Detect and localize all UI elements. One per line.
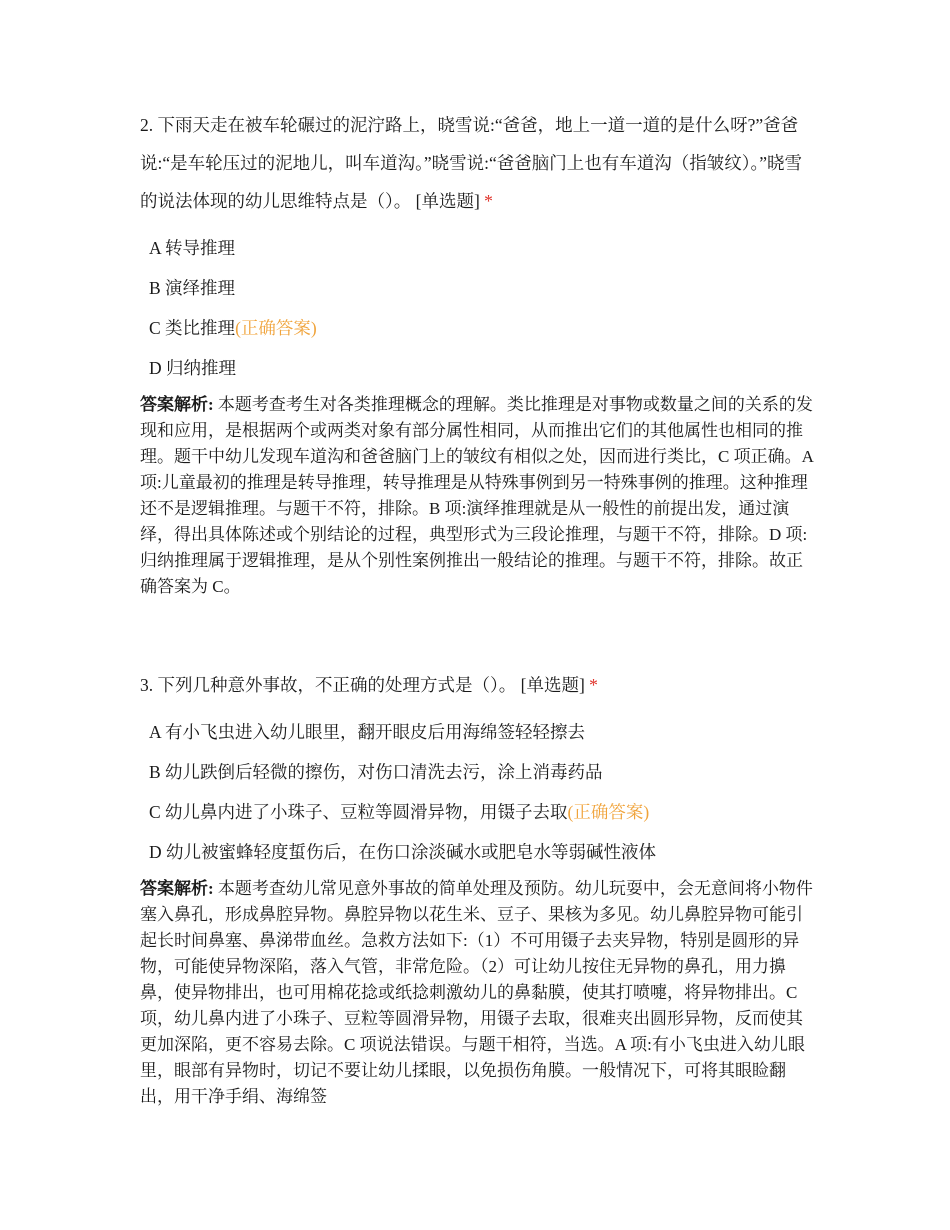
option-text: B 演绎推理 bbox=[149, 278, 236, 298]
question-3 bbox=[140, 666, 815, 1110]
option-a[interactable] bbox=[140, 712, 815, 752]
analysis-text: 本题考查考生对各类推理概念的理解。类比推理是对事物或数量之间的关系的发现和应用，是根据两个或两类对象有部分属性相同，从而推出它们的其他属性也相同的推理。题干中幼儿发现车道沟和爸爸脑门上的皱纹有相似之处，因而进行类比，C 项正确。A 项:儿童最初的推理是转导推理，转导推理是从特殊事例到另一特殊事例的推理。这种推理还不是逻辑推理。与题干不符，排除。B 项:演绎推理就是从一般性的前提出发，通过演绎，得出具体陈述或个别结论的过程，典型形式为三段论推理，与题干不符，排除。D 项:归纳推理属于逻辑推理，是从个别性案例推出一般结论的推理。与题干不符，排除。故正确答案为 C。 bbox=[140, 395, 813, 596]
question-stem-text: 2. 下雨天走在被车轮碾过的泥泞路上，晓雪说:“爸爸，地上一道一道的是什么呀?”爸爸说:“是车轮压过的泥地儿，叫车道沟。”晓雪说:“爸爸脑门上也有车道沟（指皱纹）。”晓雪的说法体现的幼儿思维特点是（）。 bbox=[140, 115, 803, 211]
question-stem bbox=[140, 106, 815, 220]
option-b[interactable] bbox=[140, 268, 815, 308]
option-text: C 幼儿鼻内进了小珠子、豆粒等圆滑异物，用镊子去取 bbox=[149, 802, 568, 822]
question-type-tag: [单选题] bbox=[520, 675, 585, 695]
question-type-tag: [单选题] bbox=[415, 191, 480, 211]
correct-answer-tag: (正确答案) bbox=[567, 802, 650, 822]
correct-answer-tag: (正确答案) bbox=[235, 318, 317, 338]
option-text: D 幼儿被蜜蜂轻度蜇伤后，在伤口涂淡碱水或肥皂水等弱碱性液体 bbox=[149, 842, 657, 862]
option-text: B 幼儿跌倒后轻微的擦伤，对伤口清洗去污，涂上消毒药品 bbox=[149, 762, 603, 782]
analysis-label: 答案解析: bbox=[140, 395, 214, 414]
analysis-label: 答案解析: bbox=[140, 879, 214, 898]
analysis-text: 本题考查幼儿常见意外事故的简单处理及预防。幼儿玩耍中，会无意间将小物件塞入鼻孔，形成鼻腔异物。鼻腔异物以花生米、豆子、果核为多见。幼儿鼻腔异物可能引起长时间鼻塞、鼻涕带血丝。急救方法如下:（1）不可用镊子去夹异物，特别是圆形的异物，可能使异物深陷，落入气管，非常危险。（2）可让幼儿按住无异物的鼻孔，用力擤鼻，使异物排出，也可用棉花捻或纸捻刺激幼儿的鼻黏膜，使其打喷嚏，将异物排出。C 项，幼儿鼻内进了小珠子、豆粒等圆滑异物，用镊子去取，很难夹出圆形异物，反而使其更加深陷，更不容易去除。C 项说法错误。与题干相符，当选。A 项:有小飞虫进入幼儿眼里，眼部有异物时，切记不要让幼儿揉眼，以免损伤角膜。一般情况下，可将其眼睑翻出，用干净手绢、海绵签 bbox=[140, 879, 813, 1106]
option-b[interactable] bbox=[140, 752, 815, 792]
option-text: C 类比推理 bbox=[149, 318, 236, 338]
option-list bbox=[140, 712, 815, 872]
option-d[interactable] bbox=[140, 832, 815, 872]
option-c[interactable] bbox=[140, 792, 815, 832]
option-text: D 归纳推理 bbox=[149, 358, 237, 378]
question-stem-text: 3. 下列几种意外事故，不正确的处理方式是（）。 bbox=[140, 675, 517, 695]
required-mark: * bbox=[484, 191, 493, 211]
question-stem bbox=[140, 666, 815, 704]
answer-analysis bbox=[140, 876, 815, 1110]
answer-analysis bbox=[140, 392, 815, 600]
option-text: A 转导推理 bbox=[149, 238, 236, 258]
option-list bbox=[140, 228, 815, 388]
question-2 bbox=[140, 106, 815, 600]
option-a[interactable] bbox=[140, 228, 815, 268]
option-text: A 有小飞虫进入幼儿眼里，翻开眼皮后用海绵签轻轻擦去 bbox=[149, 722, 586, 742]
option-d[interactable] bbox=[140, 348, 815, 388]
option-c[interactable] bbox=[140, 308, 815, 348]
required-mark: * bbox=[589, 675, 598, 695]
